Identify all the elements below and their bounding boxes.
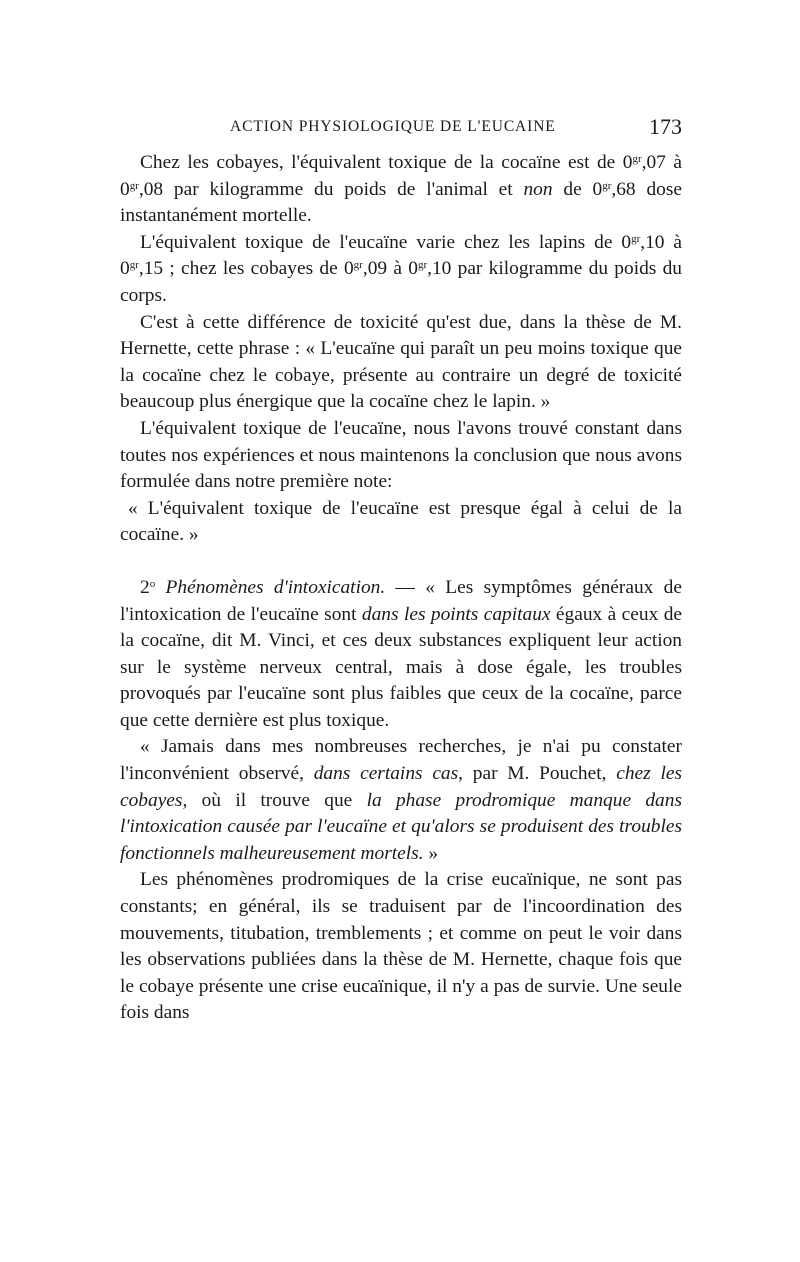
paragraph-prodromiques: Les phénomènes prodromiques de la crise eucaïnique, ne sont pas constants; en général, ils se traduisent par de l'incoordination des mouvements, titubation, tremblements ; et comme on peut le voir dans les observations publiées dans la thèse de M. Hernette, chaque fois que le cobaye présente une crise eucaïnique, il n'y a pas de survie. Une seule fois dans: [120, 869, 682, 1024]
paragraph-eucaine-equivalent: L'équivalent toxique de l'eucaïne varie chez les lapins de $0^{gr},10$ à $0^{gr},15$ ; chez les cobayes de $0^{gr},09$ à $0^{gr},10$ par kilogramme du poids du corps.: [120, 231, 682, 306]
running-title: ACTION PHYSIOLOGIQUE DE L'EUCAINE: [230, 118, 556, 135]
paragraph-vinci-quote: « Jamais dans mes nombreuses recherches, je n'ai pu constater l'inconvénient observé, dans certains cas, par M. Pouchet, chez les cobayes, où il trouve que la phase prodromique manque dans l'intoxication causée par l'eucaïne et qu'alors se produisent des troubles fonctionnels malheureusement mortels. »: [120, 736, 682, 864]
body-text: [120, 150, 682, 1027]
paragraph-constant-equivalent: L'équivalent toxique de l'eucaïne, nous l'avons trouvé constant dans toutes nos expériences et nous maintenons la conclusion que nous avons formulée dans notre première note:: [120, 417, 682, 493]
paragraph-cobayes-cocaine-equivalent: Chez les cobayes, l'équivalent toxique de la cocaïne est de $0^{gr},07$ à $0^{gr},08$ par kilogramme du poids de l'animal et non de $0^{gr},68$ dose instantanément mortelle.: [120, 152, 682, 227]
page-number: 173: [649, 114, 682, 139]
paragraph-hernette-thesis: C'est à cette différence de toxicité qu'est due, dans la thèse de M. Hernette, cette phrase : « L'eucaïne qui paraît un peu moins toxique que la cocaïne chez le cobaye, présente au contraire un degré de toxicité beaucoup plus énergique que la cocaïne chez le lapin. »: [120, 311, 682, 413]
running-head: [120, 114, 682, 144]
section-heading: Phénomènes d'intoxication.: [165, 576, 386, 598]
paragraph-phenomenes-intoxication: 2$^o$ Phénomènes d'intoxication. — « Les symptômes généraux de l'intoxication de l'eucaïne sont dans les points capitaux égaux à ceux de la cocaïne, dit M. Vinci, et ces deux substances expliquent leur action sur le système nerveux central, mais à dose égale, les troubles provoqués par l'eucaïne sont plus faibles que ceux de la cocaïne, parce que cette dernière est plus toxique.: [120, 576, 683, 731]
paragraph-conclusion-quote: « L'équivalent toxique de l'eucaïne est presque égal à celui de la cocaïne. »: [120, 497, 682, 546]
